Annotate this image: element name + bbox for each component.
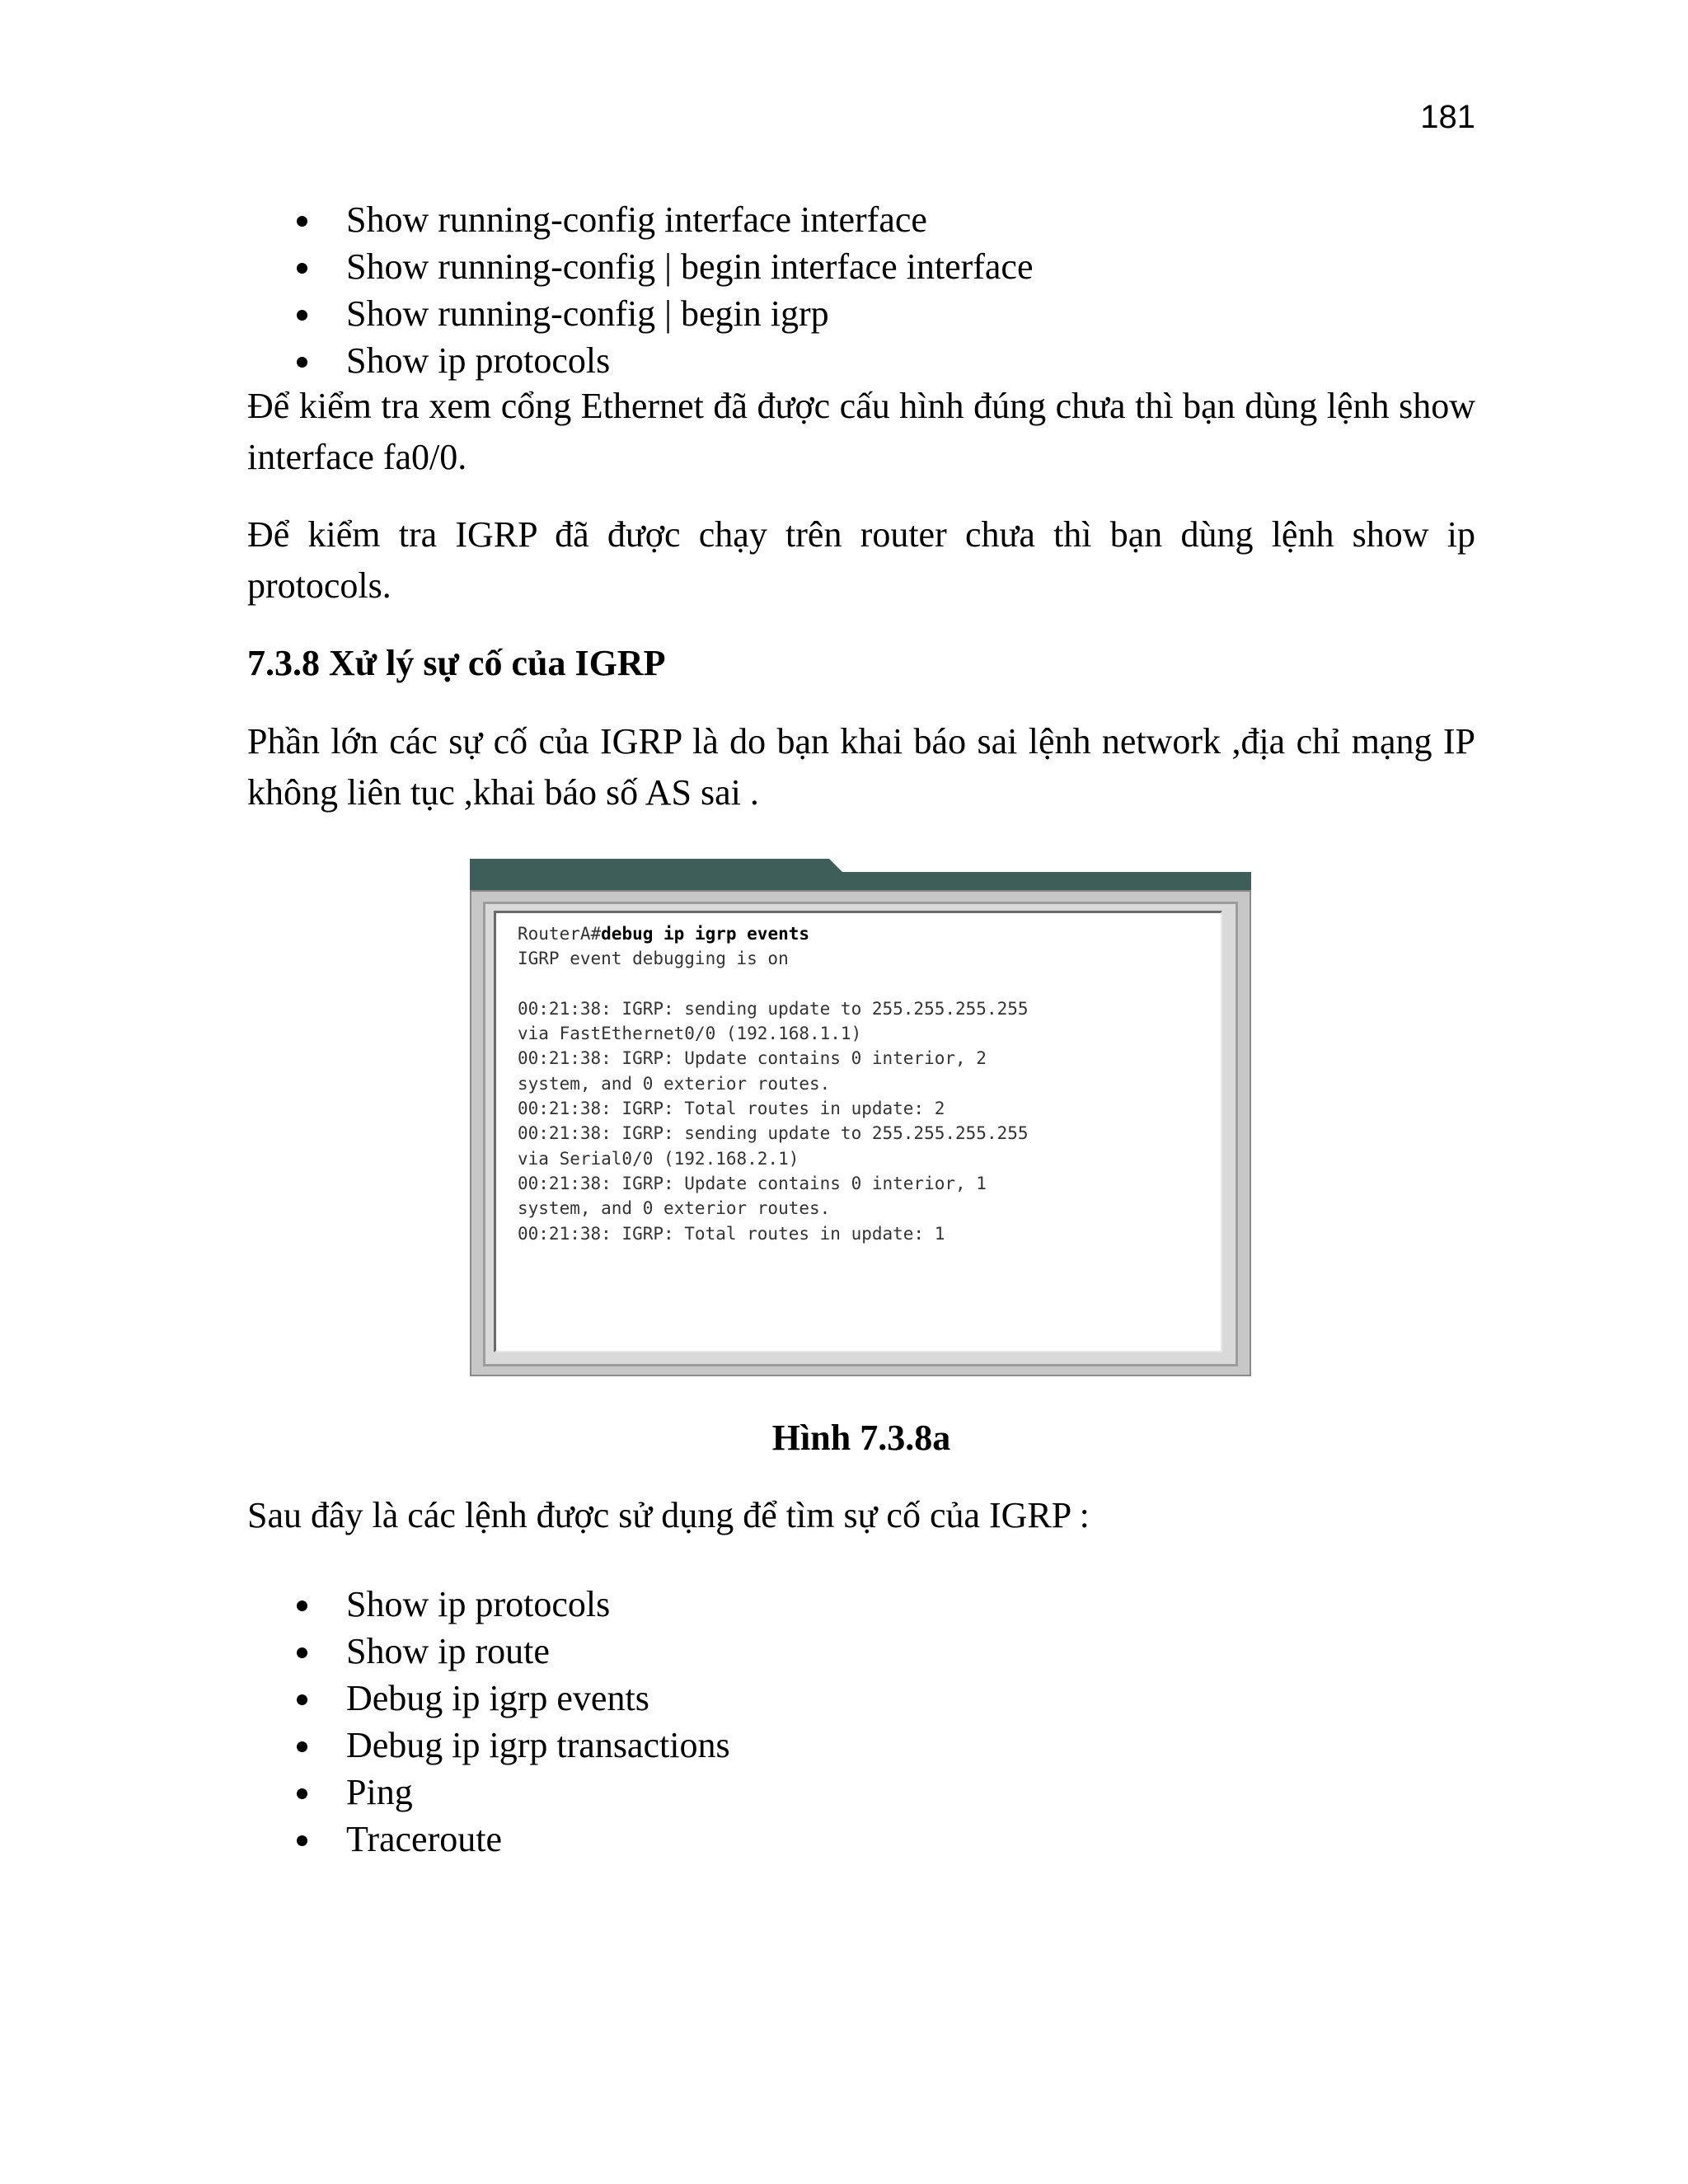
- terminal-line: via Serial0/0 (192.168.2.1): [518, 1148, 799, 1169]
- terminal-line: 00:21:38: IGRP: Update contains 0 interior, 2: [518, 1048, 987, 1069]
- terminal-line: IGRP event debugging is on: [518, 949, 789, 969]
- paragraph-igrp-check: Để kiểm tra IGRP đã được chạy trên router chưa thì bạn dùng lệnh show ip protocols.: [247, 514, 1475, 606]
- terminal-output: [494, 911, 1222, 1352]
- command-list-bottom: [297, 1581, 730, 1863]
- paragraph-troubleshoot-intro: Sau đây là các lệnh được sử dụng để tìm sự cố của IGRP :: [247, 1495, 1090, 1535]
- paragraph-igrp-problems: Phần lớn các sự cố của IGRP là do bạn khai báo sai lệnh network ,địa chỉ mạng IP không liên tục ,khai báo số AS sai .: [247, 721, 1475, 813]
- terminal-command-line: [518, 921, 1221, 946]
- list-item: Ping: [297, 1769, 730, 1816]
- page-number: 181: [1420, 99, 1475, 135]
- list-item: Show running-config interface interface: [297, 196, 1034, 243]
- terminal-line: via FastEthernet0/0 (192.168.1.1): [518, 1024, 862, 1044]
- terminal-line: system, and 0 exterior routes.: [518, 1198, 831, 1219]
- terminal-line: system, and 0 exterior routes.: [518, 1073, 831, 1094]
- pnh-logo: [198, 101, 363, 150]
- terminal-prompt: RouterA#: [518, 924, 602, 944]
- terminal-figure: [470, 859, 1251, 1376]
- command-list-top: [297, 196, 1034, 384]
- list-item: Show ip protocols: [297, 1581, 730, 1628]
- paragraph-ethernet-check: Để kiểm tra xem cổng Ethernet đã được cấu hình đúng chưa thì bạn dùng lệnh show interface fa0/0.: [247, 386, 1475, 477]
- list-item: Traceroute: [297, 1816, 730, 1863]
- list-item: Debug ip igrp transactions: [297, 1722, 730, 1769]
- terminal-line: 00:21:38: IGRP: Update contains 0 interior, 1: [518, 1173, 987, 1193]
- terminal-command: debug ip igrp events: [601, 924, 810, 944]
- terminal-line: 00:21:38: IGRP: sending update to 255.255.255.255: [518, 1123, 1029, 1144]
- list-item: Show ip protocols: [297, 337, 1034, 384]
- terminal-line: 00:21:38: IGRP: Total routes in update: 1: [518, 1223, 945, 1244]
- list-item: Show ip route: [297, 1628, 730, 1675]
- section-heading: 7.3.8 Xử lý sự cố của IGRP: [247, 643, 666, 683]
- figure-caption: Hình 7.3.8a: [771, 1418, 951, 1458]
- terminal-title-tab: [470, 859, 1251, 892]
- list-item: Debug ip igrp events: [297, 1675, 730, 1722]
- terminal-line: 00:21:38: IGRP: Total routes in update: 2: [518, 1099, 945, 1119]
- terminal-bezel: [483, 902, 1238, 1366]
- terminal-line: [518, 972, 1221, 996]
- list-item: Show running-config | begin igrp: [297, 290, 1034, 337]
- terminal-line: 00:21:38: IGRP: sending update to 255.255.255.255: [518, 998, 1029, 1019]
- terminal-frame: [470, 890, 1251, 1376]
- list-item: Show running-config | begin interface interface: [297, 243, 1034, 290]
